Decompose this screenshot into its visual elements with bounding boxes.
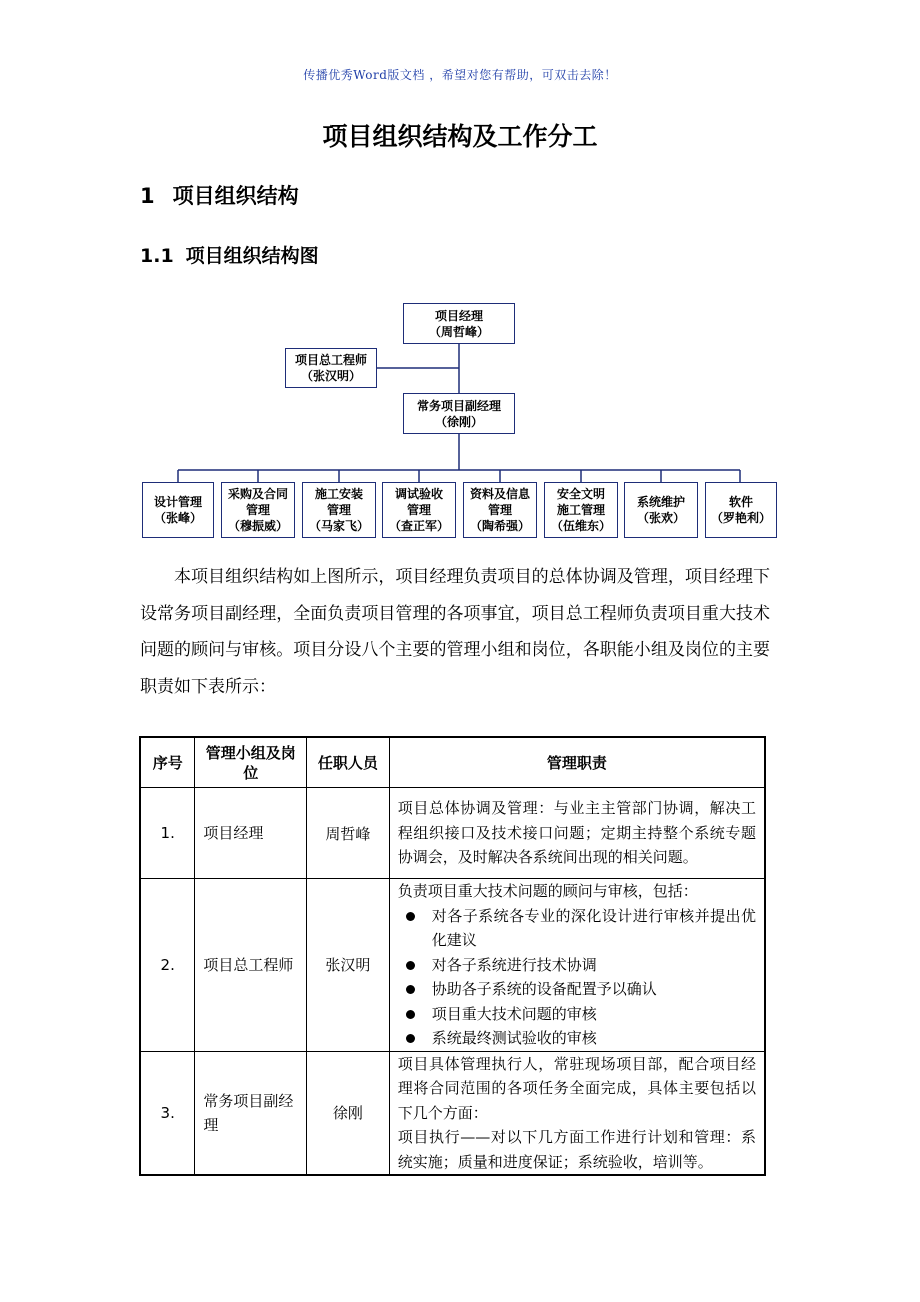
section-title: 项目组织结构 xyxy=(172,184,299,208)
duty-bullet-list xyxy=(398,904,756,1051)
intro-paragraph: 本项目组织结构如上图所示，项目经理负责项目的总体协调及管理，项目经理下设常务项目副经理，全面负责项目管理的各项事宜，项目总工程师负责项目重大技术问题的顾问与审核。项目分设八个主要的管理小组和岗位，各职能小组及岗位的主要职责如下表所示： xyxy=(140,567,770,697)
header-no: 序号 xyxy=(140,737,195,788)
org-box-group-safety xyxy=(544,482,618,538)
org-line: 系统维护 xyxy=(636,495,685,509)
subsection-number: 1.1 xyxy=(140,245,174,267)
org-person: （张欢） xyxy=(636,511,685,525)
section-heading-1 xyxy=(140,180,299,210)
org-box-group-maintenance xyxy=(624,482,698,538)
row-no: 3. xyxy=(140,1051,195,1175)
table-row xyxy=(140,879,765,1052)
list-item: 对各子系统各专业的深化设计进行审核并提出优化建议 xyxy=(398,904,756,953)
org-box-group-procurement xyxy=(221,482,295,538)
row-person: 张汉明 xyxy=(307,879,390,1052)
duty-extra: 项目执行——对以下几方面工作进行计划和管理：系统实施；质量和进度保证；系统验收，培训等。 xyxy=(397,1128,756,1171)
org-box-group-documentation xyxy=(463,482,537,538)
org-box-deputy-manager xyxy=(403,393,515,434)
org-box-project-manager xyxy=(403,303,515,344)
org-line: 管理 xyxy=(406,503,431,517)
row-duty: 项目总体协调及管理：与业主主管部门协调，解决工程组织接口及技术接口问题；定期主持整个系统专题协调会，及时解决各系统间出现的相关问题。 xyxy=(389,788,765,879)
org-line: 管理 xyxy=(487,503,512,517)
list-item: 对各子系统进行技术协调 xyxy=(398,953,756,978)
org-person: （伍维东） xyxy=(550,519,611,533)
page-title: 项目组织结构及工作分工 xyxy=(322,122,598,151)
org-line: 管理 xyxy=(245,503,270,517)
row-person: 徐刚 xyxy=(307,1051,390,1175)
row-no: 1. xyxy=(140,788,195,879)
org-chart-connectors xyxy=(0,0,920,560)
org-line: 施工安装 xyxy=(314,487,363,501)
org-line: 设计管理 xyxy=(153,495,202,509)
org-box-chief-engineer xyxy=(285,348,377,388)
row-no: 2. xyxy=(140,879,195,1052)
org-line: 施工管理 xyxy=(556,503,605,517)
row-person: 周哲峰 xyxy=(307,788,390,879)
table-row xyxy=(140,1051,765,1175)
header-group: 管理小组及岗位 xyxy=(195,737,307,788)
org-person: （张汉明） xyxy=(300,369,361,383)
org-person: （穆振威） xyxy=(227,519,288,533)
org-role: 常务项目副经理 xyxy=(416,398,501,413)
duty-intro: 负责项目重大技术问题的顾问与审核，包括： xyxy=(397,882,698,900)
duty-table xyxy=(139,736,766,1176)
row-duty xyxy=(389,1051,765,1175)
org-box-group-design xyxy=(142,482,214,538)
org-person: （徐刚） xyxy=(434,414,483,429)
table-header-row xyxy=(140,737,765,788)
org-role: 项目经理 xyxy=(434,308,483,323)
org-line: 采购及合同 xyxy=(227,487,288,501)
row-role: 项目经理 xyxy=(195,788,307,879)
org-person: （张峰） xyxy=(153,511,202,525)
org-box-group-installation xyxy=(302,482,376,538)
org-line: 管理 xyxy=(326,503,351,517)
row-role: 常务项目副经理 xyxy=(195,1051,307,1175)
row-duty xyxy=(389,879,765,1052)
org-role: 项目总工程师 xyxy=(294,353,367,367)
subsection-title: 项目组织结构图 xyxy=(185,245,319,267)
org-line: 安全文明 xyxy=(556,487,605,501)
org-person: （周哲峰） xyxy=(428,324,489,339)
section-number: 1 xyxy=(140,184,155,208)
row-role: 项目总工程师 xyxy=(195,879,307,1052)
org-box-group-software xyxy=(705,482,777,538)
org-person: （查正军） xyxy=(388,519,449,533)
duty-text: 项目具体管理执行人，常驻现场项目部，配合项目经理将合同范围的各项任务全面完成，具体主要包括以下几个方面： xyxy=(397,1054,756,1122)
org-person: （陶希强） xyxy=(469,519,530,533)
org-person: （马家飞） xyxy=(308,519,369,533)
header-person: 任职人员 xyxy=(307,737,390,788)
org-line: 资料及信息 xyxy=(469,487,530,501)
list-item: 项目重大技术问题的审核 xyxy=(398,1002,756,1027)
org-person: （罗艳利） xyxy=(710,511,771,525)
org-chart xyxy=(0,0,920,560)
org-box-group-commissioning xyxy=(382,482,456,538)
section-heading-1-1 xyxy=(140,241,319,268)
org-line: 软件 xyxy=(728,495,753,509)
table-row xyxy=(140,788,765,879)
org-line: 调试验收 xyxy=(394,487,443,501)
list-item: 系统最终测试验收的审核 xyxy=(398,1026,756,1051)
header-duty: 管理职责 xyxy=(389,737,765,788)
watermark-text: 传播优秀Word版文档 ，希望对您有帮助，可双击去除！ xyxy=(303,68,617,82)
list-item: 协助各子系统的设备配置予以确认 xyxy=(398,977,756,1002)
